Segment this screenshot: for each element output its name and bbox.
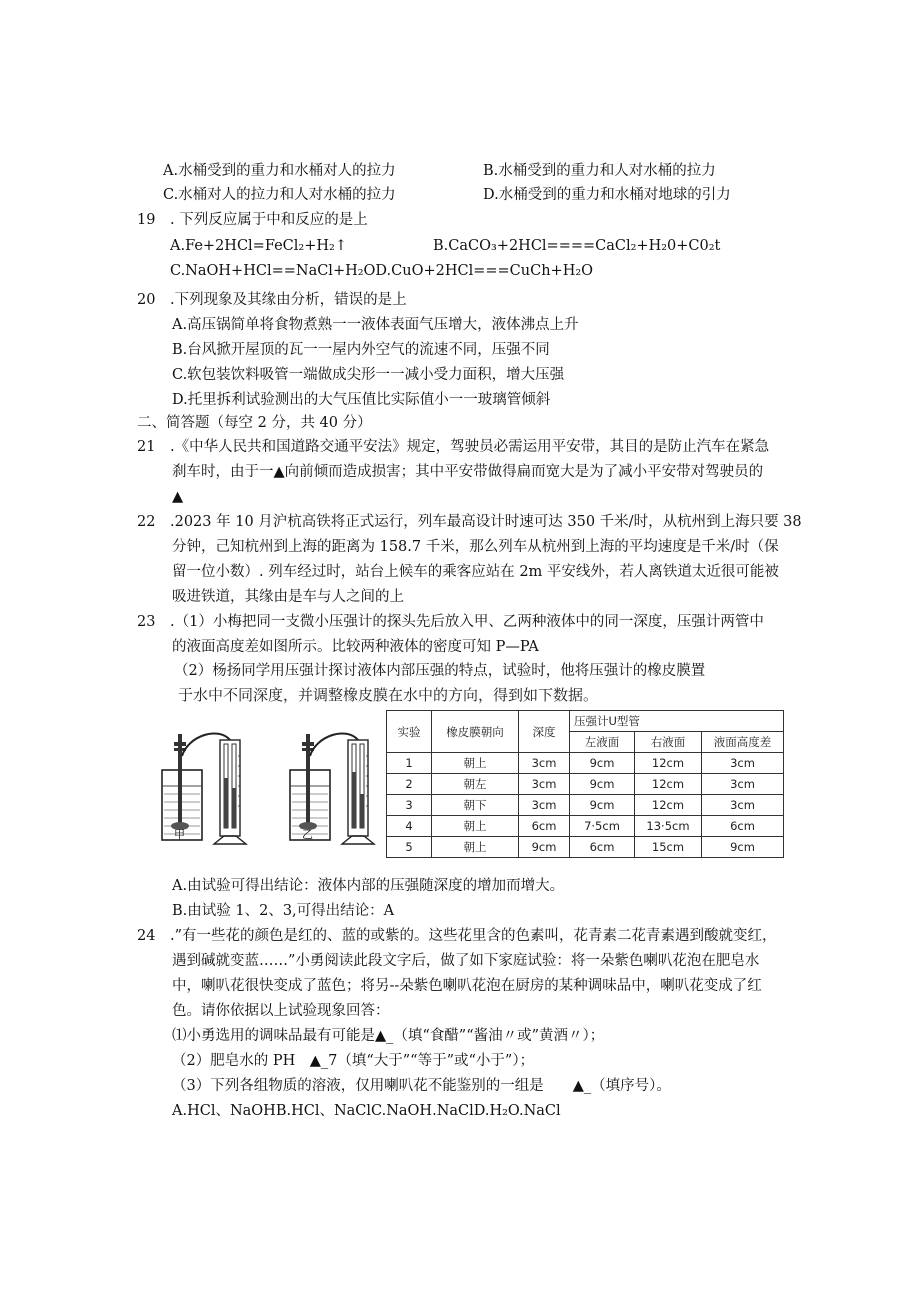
table-cell: 3cm: [702, 774, 784, 795]
q23-number: 23: [137, 614, 156, 630]
table-cell: 3cm: [519, 753, 570, 774]
q22-line-3: 留一位小数）. 列车经过时，站台上候车的乘客应站在 2m 平安线外，若人离铁道太近很可能被: [172, 564, 779, 580]
table-cell: 6cm: [519, 816, 570, 837]
q23-part2-continued: 于水中不同深度，并调整橡皮膜在水中的方向，得到如下数据。: [178, 686, 599, 704]
q20-option-a: A.高压锅简单将食物煮熟一一液体表面气压增大，液体沸点上升: [172, 317, 579, 333]
table-cell: 5: [387, 837, 432, 858]
table-cell: 朝上: [432, 753, 519, 774]
table-cell: 朝上: [432, 837, 519, 858]
q24-line-3: 中，喇叭花很快变成了蓝色；将另--朵紫色喇叭花泡在厨房的某种调味品中，喇叭花变成了红: [172, 978, 762, 994]
q21-line-3: ▲: [172, 489, 184, 505]
q18-option-b: B.水桶受到的重力和人对水桶的拉力: [483, 163, 716, 179]
table-cell: 朝下: [432, 795, 519, 816]
table-cell: 9cm: [570, 795, 635, 816]
subheader-level-difference: 液面高度差: [702, 732, 784, 753]
q21-line-1: .《中华人民共和国道路交通平安法》规定，驾驶员必需运用平安带，其目的是防止汽车在紧急: [170, 439, 770, 455]
q21-number: 21: [137, 439, 156, 455]
table-cell: 3cm: [519, 795, 570, 816]
q23-conclusion-b: B.由试验 1、2、3,可得出结论：A: [172, 903, 395, 919]
q18-option-d: D.水桶受到的重力和水桶对地球的引力: [483, 187, 731, 203]
table-cell: 9cm: [519, 837, 570, 858]
table-cell: 7·5cm: [570, 816, 635, 837]
beaker-label-jia: 甲: [174, 828, 185, 841]
q20-number: 20: [137, 292, 156, 308]
q19-option-b: B.CaCO₃+2HCl====CaCl₂+H₂0+C0₂t: [433, 238, 721, 254]
table-cell: 6cm: [570, 837, 635, 858]
q24-line-2: 遇到碱就变蓝……”小勇阅读此段文字后，做了如下家庭试验：将一朵紫色喇叭花泡在肥皂水: [172, 953, 760, 969]
subheader-left-level: 左液面: [570, 732, 635, 753]
table-row: [387, 816, 784, 837]
q22-number: 22: [137, 514, 156, 530]
table-row: [387, 837, 784, 858]
header-u-tube: 压强计U型管: [570, 711, 784, 732]
table-cell: 3cm: [702, 753, 784, 774]
table-row: [387, 795, 784, 816]
table-cell: 2: [387, 774, 432, 795]
table-cell: 1: [387, 753, 432, 774]
table-cell: 4: [387, 816, 432, 837]
q23-part2: （2）杨扬同学用压强计探讨液体内部压强的特点，试验时，他将压强计的橡皮膜置: [174, 663, 706, 679]
q20-stem: .下列现象及其缘由分析，错误的是上: [170, 292, 407, 308]
table-cell: 3cm: [702, 795, 784, 816]
table-cell: 3: [387, 795, 432, 816]
q18-option-c: C.水桶对人的拉力和人对水桶的拉力: [163, 187, 396, 203]
table-cell: 朝上: [432, 816, 519, 837]
table-cell: 13·5cm: [635, 816, 702, 837]
section-title: 二、简答题（每空 2 分，共 40 分）: [137, 415, 372, 431]
q21-line-2: 刹车时，由于一▲向前倾而造成损害；其中平安带做得扁而宽大是为了减小平安带对驾驶员的: [172, 464, 764, 480]
q20-option-b: B.台风掀开屋顶的瓦一一屋内外空气的流速不同，压强不同: [172, 342, 550, 358]
table-cell: 9cm: [570, 774, 635, 795]
q19-option-cd: C.NaOH+HCl==NaCl+H₂OD.CuO+2HCl===CuCh+H₂O: [170, 263, 594, 279]
q18-option-a: A.水桶受到的重力和水桶对人的拉力: [163, 163, 396, 179]
table-row: [387, 774, 784, 795]
q23-line-2: 的液面高度差如图所示。比较两种液体的密度可知 P—PA: [172, 639, 539, 655]
q24-sub-3: （3）下列各组物质的溶液，仅用喇叭花不能鉴别的一组是 ▲_（填序号）。: [172, 1078, 671, 1094]
q23-line-1: .（1）小梅把同一支微小压强计的探头先后放入甲、乙两种液体中的同一深度，压强计两管中: [170, 614, 764, 630]
table-cell: 12cm: [635, 753, 702, 774]
table-cell: 9cm: [702, 837, 784, 858]
q22-line-4: 吸进铁道，其缘由是车与人之间的上: [172, 589, 404, 605]
beaker-label-yi: 乙: [302, 828, 313, 841]
q22-line-2: 分钟，己知杭州到上海的距离为 158.7 千米，那么列车从杭州到上海的平均速度是千米/时（保: [172, 539, 779, 555]
q24-sub-2: （2）肥皂水的 PH ▲_7（填“大于”“等于”或“小于”）；: [172, 1053, 535, 1069]
q24-number: 24: [137, 928, 156, 944]
q19-number: 19: [137, 212, 156, 228]
table-cell: 3cm: [519, 774, 570, 795]
table-cell: 9cm: [570, 753, 635, 774]
pressure-gauge-figure-jia: [158, 716, 254, 848]
q24-sub-1: ⑴小勇选用的调味品最有可能是▲_（填“食醋”“酱油〃或”黄酒〃）；: [172, 1028, 605, 1044]
table-cell: 12cm: [635, 774, 702, 795]
q22-line-1: .2023 年 10 月沪杭高铁将正式运行，列车最高设计时速可达 350 千米/时，从杭州到上海只要 38: [170, 514, 802, 530]
pressure-data-table: [386, 710, 784, 858]
q19-stem: . 下列反应属于中和反应的是上: [170, 212, 368, 228]
q20-option-d: D.托里拆利试验测出的大气压值比实际值小一一玻璃管倾斜: [172, 392, 551, 408]
q19-option-a: A.Fe+2HCl=FeCl₂+H₂↑: [170, 238, 347, 254]
header-experiment: 实验: [387, 711, 432, 753]
pressure-gauge-figure-yi: [286, 716, 382, 848]
table-cell: 朝左: [432, 774, 519, 795]
table-cell: 15cm: [635, 837, 702, 858]
q24-line-1: .”有一些花的颜色是红的、蓝的或紫的。这些花里含的色素叫，花青素二花青素遇到酸就变红，: [170, 928, 777, 944]
table-cell: 12cm: [635, 795, 702, 816]
subheader-right-level: 右液面: [635, 732, 702, 753]
q24-line-4: 色。请你依据以上试验现象回答：: [172, 1003, 390, 1019]
header-membrane-direction: 橡皮膜朝向: [432, 711, 519, 753]
header-depth: 深度: [519, 711, 570, 753]
table-row: [387, 753, 784, 774]
q24-options: A.HCl、NaOHB.HCl、NaClC.NaOH.NaClD.H₂O.NaCl: [172, 1103, 561, 1119]
q20-option-c: C.软包装饮料吸管一端做成尖形一一减小受力面积，增大压强: [172, 367, 565, 383]
q23-conclusion-a: A.由试验可得出结论：液体内部的压强随深度的增加而增大。: [172, 878, 565, 894]
table-cell: 6cm: [702, 816, 784, 837]
